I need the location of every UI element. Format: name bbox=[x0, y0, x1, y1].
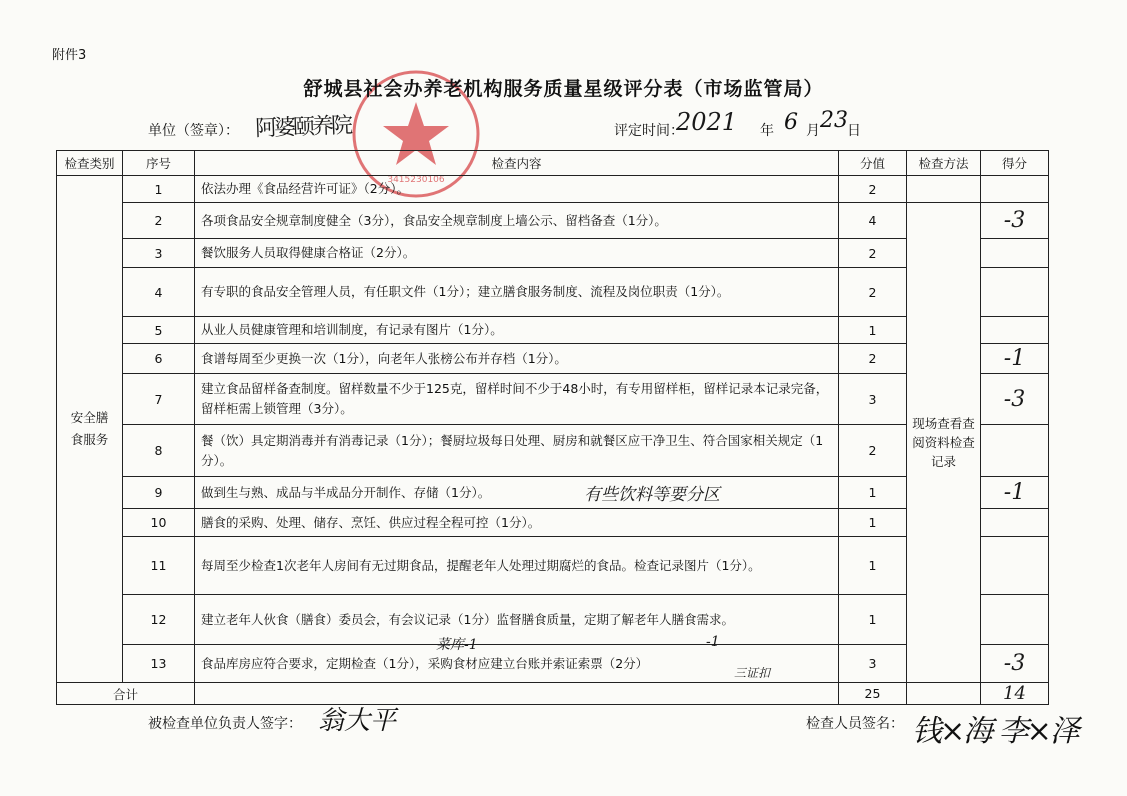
row-content: 建立食品留样备查制度。留样数量不少于125克，留样时间不少于48小时，有专用留样柜，留样记录本记录完备，留样柜需上锁管理（3分）。 bbox=[195, 374, 839, 425]
row-content: 有专职的食品安全管理人员，有任职文件（1分）；建立膳食服务制度、流程及岗位职责（1分）。 bbox=[195, 268, 839, 317]
year-char: 年 bbox=[760, 123, 774, 139]
inspected-signature: 翁大平 bbox=[318, 706, 397, 736]
total-label: 合计 bbox=[57, 683, 195, 705]
row-got bbox=[981, 176, 1049, 203]
row-got bbox=[981, 537, 1049, 595]
category-cell: 安全膳食服务 bbox=[57, 176, 123, 683]
table-row bbox=[57, 176, 1049, 203]
row-no: 11 bbox=[123, 537, 195, 595]
row-got bbox=[981, 425, 1049, 477]
row-score: 3 bbox=[839, 374, 907, 425]
table-row bbox=[57, 203, 1049, 239]
row-score: 3 bbox=[839, 645, 907, 683]
total-score: 25 bbox=[839, 683, 907, 705]
inspected-signature-label: 被检查单位负责人签字： bbox=[148, 716, 302, 732]
handwritten-note-row13-a: 菜库-1 bbox=[436, 637, 478, 653]
eval-month: 6 bbox=[784, 110, 798, 135]
row-score: 1 bbox=[839, 477, 907, 509]
row-content: 各项食品安全规章制度健全（3分），食品安全规章制度上墙公示、留档备查（1分）。 bbox=[195, 203, 839, 239]
total-empty bbox=[195, 683, 839, 705]
eval-time-label: 评定时间： bbox=[614, 123, 684, 139]
row-no: 4 bbox=[123, 268, 195, 317]
table-row bbox=[57, 374, 1049, 425]
row-score: 1 bbox=[839, 537, 907, 595]
row-score: 1 bbox=[839, 595, 907, 645]
row-no: 3 bbox=[123, 239, 195, 268]
annex-label: 附件3 bbox=[52, 48, 87, 63]
row-got: -3 bbox=[981, 203, 1049, 239]
row-score: 2 bbox=[839, 344, 907, 374]
header-category: 检查类别 bbox=[57, 151, 123, 176]
table-row bbox=[57, 595, 1049, 645]
table-row bbox=[57, 537, 1049, 595]
row-no: 8 bbox=[123, 425, 195, 477]
table-row bbox=[57, 239, 1049, 268]
table-row bbox=[57, 268, 1049, 317]
header-row bbox=[57, 151, 1049, 176]
row-no: 1 bbox=[123, 176, 195, 203]
day-char: 日 bbox=[847, 123, 861, 139]
row-score: 2 bbox=[839, 425, 907, 477]
row-score: 2 bbox=[839, 176, 907, 203]
row-got bbox=[981, 268, 1049, 317]
table-row bbox=[57, 645, 1049, 683]
row-no: 13 bbox=[123, 645, 195, 683]
unit-signature: 阿婆颐养院 bbox=[254, 113, 351, 142]
row-score: 1 bbox=[839, 509, 907, 537]
row-no: 6 bbox=[123, 344, 195, 374]
score-table bbox=[56, 150, 1049, 705]
total-row bbox=[57, 683, 1049, 705]
inspector-signature: 钱×海 李×泽 bbox=[912, 714, 1078, 749]
row-content: 从业人员健康管理和培训制度，有记录有图片（1分）。 bbox=[195, 317, 839, 344]
handwritten-note-row13-b: -1 bbox=[706, 634, 720, 650]
header-method: 检查方法 bbox=[907, 151, 981, 176]
row-no: 5 bbox=[123, 317, 195, 344]
row-no: 2 bbox=[123, 203, 195, 239]
handwritten-note-row9: 有些饮料等要分区 bbox=[584, 485, 720, 505]
page-title: 舒城县社会办养老机构服务质量星级评分表（市场监管局） bbox=[303, 78, 824, 100]
row-got bbox=[981, 509, 1049, 537]
row-got: -3 bbox=[981, 374, 1049, 425]
month-char: 月 bbox=[806, 123, 820, 139]
row-content: 建立老年人伙食（膳食）委员会，有会议记录（1分）监督膳食质量，定期了解老年人膳食需求。 bbox=[195, 595, 839, 645]
handwritten-note-row13-c: 三证扣 bbox=[734, 666, 771, 680]
row-got bbox=[981, 239, 1049, 268]
row-got: -1 bbox=[981, 477, 1049, 509]
table-row bbox=[57, 477, 1049, 509]
row-no: 9 bbox=[123, 477, 195, 509]
row-content: 膳食的采购、处理、储存、烹饪、供应过程全程可控（1分）。 bbox=[195, 509, 839, 537]
table-row bbox=[57, 344, 1049, 374]
row-content: 做到生与熟、成品与半成品分开制作、存储（1分）。 bbox=[195, 477, 839, 509]
table-row bbox=[57, 509, 1049, 537]
row-score: 1 bbox=[839, 317, 907, 344]
row-content: 食品库房应符合要求，定期检查（1分），采购食材应建立台账并索证索票（2分） bbox=[195, 645, 839, 683]
unit-label: 单位（签章）： bbox=[148, 123, 239, 139]
header-score: 分值 bbox=[839, 151, 907, 176]
total-got: 14 bbox=[981, 683, 1049, 705]
header-got: 得分 bbox=[981, 151, 1049, 176]
row-got: -1 bbox=[981, 344, 1049, 374]
row-content: 餐（饮）具定期消毒并有消毒记录（1分）；餐厨垃圾每日处理、厨房和就餐区应干净卫生、符合国家相关规定（1分）。 bbox=[195, 425, 839, 477]
row-no: 12 bbox=[123, 595, 195, 645]
eval-year: 2021 bbox=[676, 108, 738, 136]
row-score: 2 bbox=[839, 268, 907, 317]
row-got: -3 bbox=[981, 645, 1049, 683]
method-cell: 现场查看查阅资料检查记录 bbox=[907, 203, 981, 683]
table-row bbox=[57, 317, 1049, 344]
row-content: 每周至少检查1次老年人房间有无过期食品，提醒老年人处理过期腐烂的食品。检查记录图片（1分）。 bbox=[195, 537, 839, 595]
total-method-empty bbox=[907, 683, 981, 705]
row-score: 2 bbox=[839, 239, 907, 268]
row-content: 餐饮服务人员取得健康合格证（2分）。 bbox=[195, 239, 839, 268]
inspector-signature-label: 检查人员签名： bbox=[806, 716, 904, 732]
row-content: 依法办理《食品经营许可证》（2分）。 bbox=[195, 176, 839, 203]
header-no: 序号 bbox=[123, 151, 195, 176]
eval-day: 23 bbox=[820, 108, 848, 133]
seal-number: 3415230106 bbox=[387, 175, 445, 185]
method-top-cell bbox=[907, 176, 981, 203]
table-row bbox=[57, 425, 1049, 477]
row-no: 7 bbox=[123, 374, 195, 425]
row-no: 10 bbox=[123, 509, 195, 537]
row-got bbox=[981, 595, 1049, 645]
row-got bbox=[981, 317, 1049, 344]
row-score: 4 bbox=[839, 203, 907, 239]
row-content: 食谱每周至少更换一次（1分），向老年人张榜公布并存档（1分）。 bbox=[195, 344, 839, 374]
header-content: 检查内容 bbox=[195, 151, 839, 176]
